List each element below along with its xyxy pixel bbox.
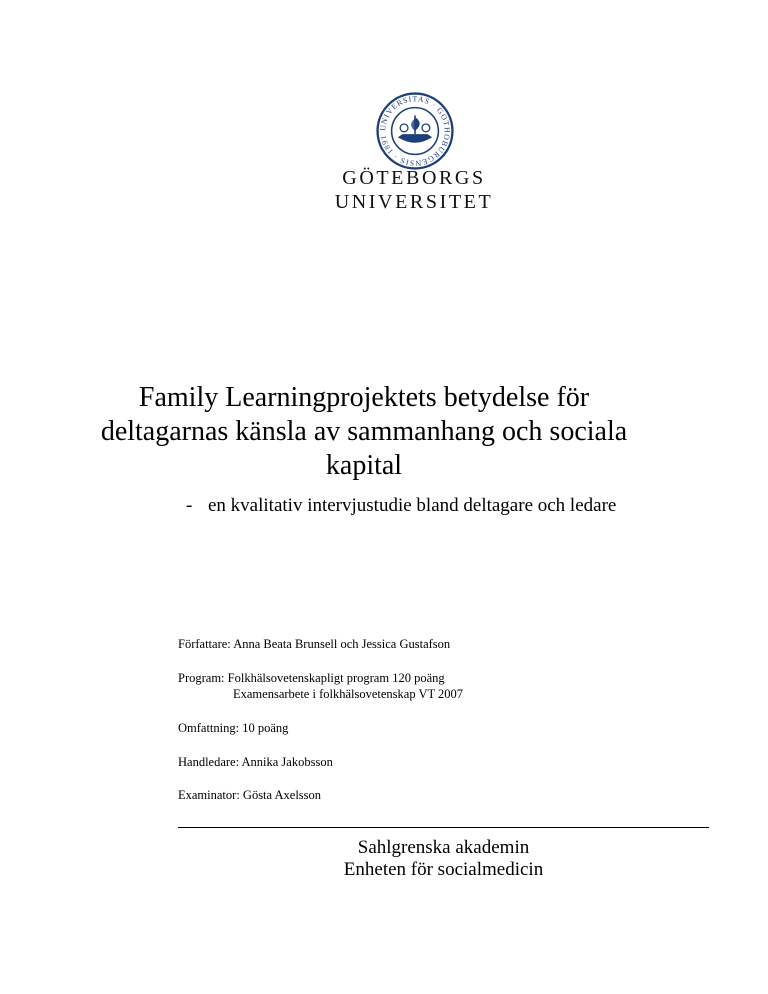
examiner-line: Examinator: Gösta Axelsson <box>178 788 322 802</box>
thesis-subtitle <box>186 494 746 518</box>
university-name-line1: GÖTEBORGS <box>342 167 486 189</box>
program-subline: Examensarbete i folkhälsovetenskap VT 2007 <box>233 687 464 701</box>
university-logo <box>330 92 498 218</box>
university-name-line2: UNIVERSITET <box>334 191 494 213</box>
department-name: Enheten för socialmedicin <box>343 859 544 880</box>
program-block <box>178 670 463 702</box>
thesis-title: Family Learningprojektets betydelse för deltagarnas känsla av sammanhang och sociala kapital <box>100 382 628 481</box>
authors-line: Författare: Anna Beata Brunsell och Jessica Gustafson <box>178 637 451 651</box>
divider <box>178 827 709 828</box>
footer-block <box>178 837 709 881</box>
faculty-name: Sahlgrenska akademin <box>357 837 530 858</box>
svg-text:UNIVERSITAS · GOTHOBURGENSIS ·: UNIVERSITAS · GOTHOBURGENSIS · 1891 <box>378 94 452 168</box>
scope-line: Omfattning: 10 poäng <box>178 721 289 735</box>
university-seal-icon <box>376 92 454 170</box>
subtitle-text: en kvalitativ intervjustudie bland deltagare och ledare <box>208 495 617 516</box>
supervisor-line: Handledare: Annika Jakobsson <box>178 755 333 769</box>
program-line: Program: Folkhälsovetenskapligt program 120 poäng <box>178 671 445 685</box>
subtitle-dash: - <box>186 495 193 516</box>
